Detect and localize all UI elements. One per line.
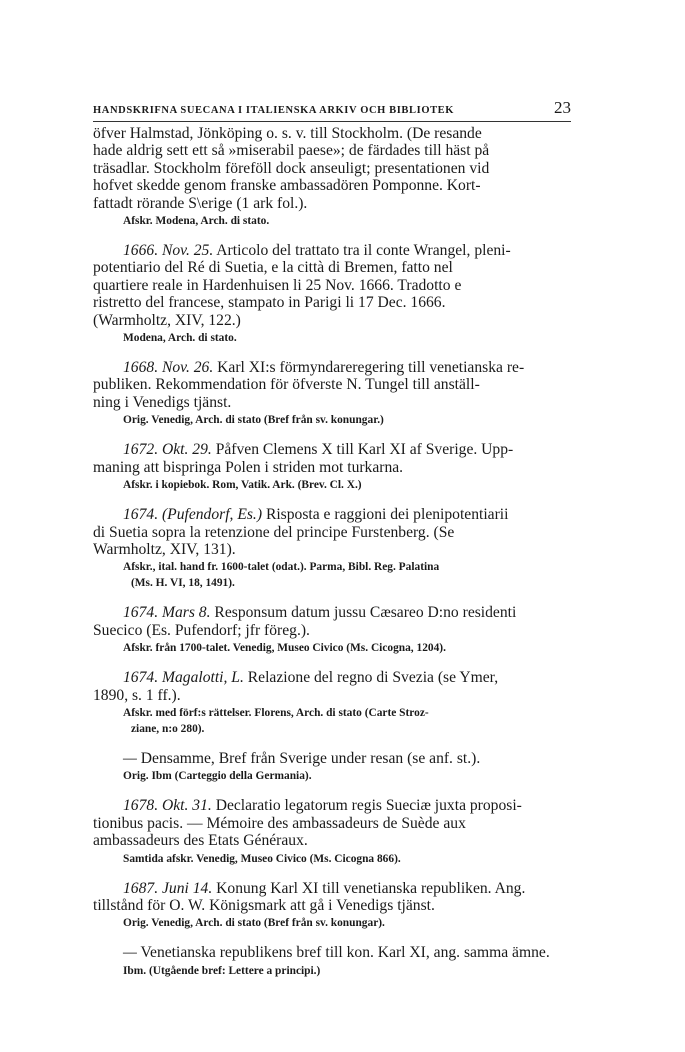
entry-date: 1672. Okt. 29.: [123, 441, 212, 459]
entry-heading: [93, 944, 571, 961]
running-title: HANDSKRIFNA SUECANA I ITALIENSKA ARKIV OCH BIBLIOTEK: [93, 105, 455, 116]
entry-text-line: öfver Halmstad, Jönköping o. s. v. till Stockholm. (De resande: [93, 125, 482, 142]
entry-heading: [93, 604, 571, 621]
entry-date: —: [123, 944, 137, 962]
entry-text-line: di Suetia sopra la retenzione del principe Furstenberg. (Se: [93, 523, 455, 541]
entry-2: [93, 242, 571, 345]
entry-first-line: Responsum datum jussu Cæsareo D:no residenti: [214, 604, 517, 622]
source-line: Afskr. från 1700-talet. Venedig, Museo Civico (Ms. Cicogna, 1204).: [123, 642, 446, 655]
entry-text-line: ristretto del francese, stampato in Parigi li 17 Dec. 1666.: [93, 294, 446, 312]
page-number: 23: [554, 98, 571, 117]
entry-heading: [93, 880, 571, 897]
entry-text-line: fattadt rörande S\erige (1 ark fol.).: [93, 194, 308, 212]
entry-7: [93, 669, 571, 736]
entry-heading: [93, 441, 571, 458]
entry-text-line: ning i Venedigs tjänst.: [93, 393, 232, 411]
entry-first-line: Venetianska republikens bref till kon. Karl XI, ang. samma ämne.: [140, 944, 550, 962]
entry-text-line: ambassadeurs des Etats Généraux.: [93, 832, 308, 850]
entry-10: [93, 880, 571, 931]
source-line: (Ms. H. VI, 18, 1491).: [131, 577, 235, 590]
entry-date: 1668. Nov. 26.: [123, 359, 214, 377]
entry-first-line: Declaratio legatorum regis Sueciæ juxta proposi-: [215, 797, 522, 815]
entry-11: [93, 944, 571, 977]
entry-date: 1674. Mars 8.: [123, 604, 211, 622]
source-line: Afskr. Modena, Arch. di stato.: [123, 215, 270, 228]
entry-text-line: (Warmholtz, XIV, 122.): [93, 311, 241, 329]
entry-date: 1666. Nov. 25.: [123, 242, 214, 260]
entry-first-line: Articolo del trattato tra il conte Wrangel, pleni-: [216, 242, 511, 260]
source-line: Afskr., ital. hand fr. 1600-talet (odat.). Parma, Bibl. Reg. Palatina: [123, 561, 440, 574]
entry-6: [93, 604, 571, 655]
entry-text-line: publiken. Rekommendation för öfverste N. Tungel till anställ-: [93, 376, 480, 394]
entry-text-line: Warmholtz, XIV, 131).: [93, 540, 236, 558]
source-line: Ibm. (Utgående bref: Lettere a principi.): [123, 964, 321, 977]
entry-text-line: tionibus pacis. — Mémoire des ambassadeurs de Suède aux: [93, 814, 466, 832]
entry-text-line: hofvet skedde genom franske ambassadören Pomponne. Kort-: [93, 177, 481, 195]
entry-heading: [93, 359, 571, 376]
source-line: ziane, n:o 280).: [131, 722, 205, 735]
entry-1: [93, 125, 571, 228]
entry-text-line: träsadlar. Stockholm föreföll dock anseuligt; presentationen vid: [93, 159, 490, 177]
source-line: Afskr. i kopiebok. Rom, Vatik. Ark. (Brev. Cl. X.): [123, 479, 362, 492]
source-line: Afskr. med förf:s rättelser. Florens, Arch. di stato (Carte Stroz-: [123, 706, 429, 719]
running-header: [93, 98, 571, 118]
entry-5: [93, 506, 571, 590]
entry-first-line: Karl XI:s förmyndareregering till venetianska re-: [217, 359, 525, 377]
entry-text-line: Suecico (Es. Pufendorf; jfr föreg.).: [93, 621, 310, 639]
entry-first-line: Påfven Clemens X till Karl XI af Sverige. Upp-: [215, 441, 514, 459]
entry-heading: [93, 506, 571, 523]
source-line: Orig. Ibm (Carteggio della Germania).: [123, 770, 312, 783]
entry-heading: [93, 750, 571, 767]
source-line: Orig. Venedig, Arch. di stato (Bref från sv. konungar.): [123, 414, 384, 427]
entry-first-line: Konung Karl XI till venetianska republiken. Ang.: [216, 879, 526, 897]
entry-date: 1674. Magalotti, L.: [123, 669, 244, 687]
entry-date: 1687. Juni 14.: [123, 879, 213, 897]
source-line: Samtida afskr. Venedig, Museo Civico (Ms. Cicogna 866).: [123, 852, 401, 865]
source-line: Modena, Arch. di stato.: [123, 332, 237, 345]
entry-heading: [93, 242, 571, 259]
source-line: Orig. Venedig, Arch. di stato (Bref från sv. konungar).: [123, 917, 385, 930]
entry-8: [93, 750, 571, 783]
entry-9: [93, 797, 571, 865]
entry-text-line: maning att bispringa Polen i striden mot turkarna.: [93, 458, 404, 476]
header-rule: [93, 121, 571, 122]
page-body: [93, 125, 571, 978]
entry-text-line: hade aldrig sett ett så »miserabil paese»; de färdades till häst på: [93, 142, 490, 160]
entry-first-line: Relazione del regno di Svezia (se Ymer,: [247, 669, 499, 687]
entry-heading: [93, 669, 571, 686]
entry-text-line: quartiere reale in Hardenhuisen li 25 Nov. 1666. Tradotto e: [93, 276, 462, 294]
entry-first-line: Risposta e raggioni dei plenipotentiarii: [265, 506, 509, 524]
entry-text-line: 1890, s. 1 ff.).: [93, 686, 181, 704]
entry-date: 1678. Okt. 31.: [123, 797, 212, 815]
entry-text-line: tillstånd för O. W. Königsmark att gå i Venedigs tjänst.: [93, 896, 435, 914]
entry-date: 1674. (Pufendorf, Es.): [123, 506, 263, 524]
entry-date: —: [123, 749, 137, 767]
entry-4: [93, 441, 571, 492]
entry-text-line: potentiario del Ré di Suetia, e la città di Bremen, fatto nel: [93, 259, 453, 277]
entry-first-line: Densamme, Bref från Sverige under resan (se anf. st.).: [140, 749, 481, 767]
entry-heading: [93, 797, 571, 814]
entry-3: [93, 359, 571, 427]
